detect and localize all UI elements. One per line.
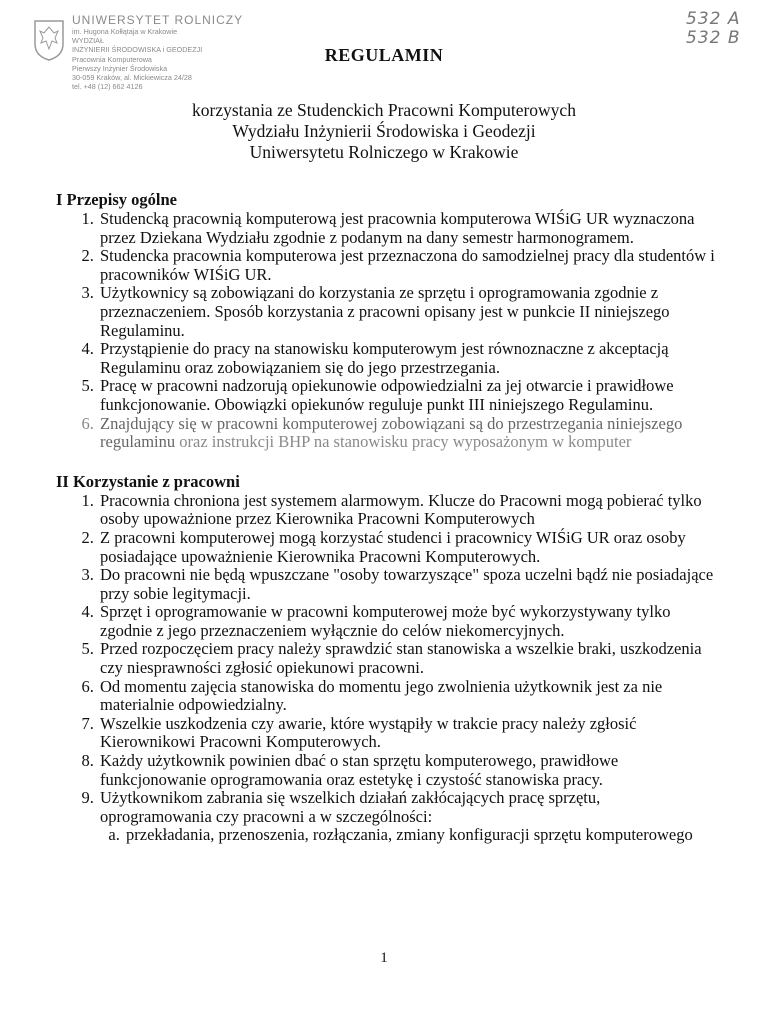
rule-item: 7. Wszelkie uszkodzenia czy awarie, które wystąpiły w trakcie pracy należy zgłosić Kierownikowi Pracowni Komputerowych.: [98, 715, 716, 752]
rule-item-text: Użytkownikom zabrania się wszelkich działań zakłócających pracę sprzętu, oprogramowania czy pracowni a w szczególności:: [100, 788, 601, 826]
handwritten-note: [686, 10, 746, 48]
rule-item: [98, 789, 716, 845]
rule-item: 2. Studencka pracownia komputerowa jest przeznaczona do samodzielnej pracy dla studentów i pracowników WIŚiG UR.: [98, 247, 716, 284]
document-body: [56, 190, 716, 845]
handwritten-note-line: 532 A: [686, 9, 741, 29]
sub-rules-list: [100, 826, 716, 845]
rule-item: 4. Sprzęt i oprogramowanie w pracowni komputerowej może być wykorzystywany tylko zgodnie z jego przeznaczeniem wyłącznie do celów niekomercyjnych.: [98, 603, 716, 640]
rule-item: 1. Pracownia chroniona jest systemem alarmowym. Klucze do Pracowni mogą pobierać tylko osoby upoważnione przez Kierownika Pracowni Komputerowych: [98, 492, 716, 529]
rule-item: 3. Do pracowni nie będą wpuszczane "osoby towarzyszące" spoza uczelni bądź nie posiadające przy sobie legitymacji.: [98, 566, 716, 603]
stamp-line: UNIWERSYTET ROLNICZY: [72, 13, 244, 27]
rule-item: 1. Studencką pracownią komputerową jest pracownia komputerowa WIŚiG UR wyznaczona przez Dziekana Wydziału zgodnie z podanym na dany semestr harmonogramem.: [98, 210, 716, 247]
page-number: 1: [380, 950, 388, 966]
stamp-line: Pracownia Komputerowa: [72, 54, 152, 64]
rule-item: 8. Każdy użytkownik powinien dbać o stan sprzętu komputerowego, prawidłowe funkcjonowanie oprogramowania oraz estetykę i czystość stanowiska pracy.: [98, 752, 716, 789]
stamp-line: Pierwszy Inżynier Środowiska: [72, 63, 168, 73]
document-subtitle: [0, 100, 768, 163]
section-lab-usage: [56, 472, 716, 845]
rule-item: 6. Od momentu zajęcia stanowiska do momentu jego zwolnienia użytkownik jest za nie materialnie odpowiedzialny.: [98, 678, 716, 715]
stamp-line: INŻYNIERII ŚRODOWISKA i GEODEZJI: [72, 45, 203, 55]
subtitle-line: Uniwersytetu Rolniczego w Krakowie: [249, 142, 519, 162]
stamp-line: WYDZIAŁ: [72, 36, 104, 46]
section-heading: I Przepisy ogólne: [56, 190, 177, 209]
rule-item-text: Znajdujący się w pracowni komputerowej zobowiązani są do przestrzegania niniejszego regulaminu: [100, 413, 683, 452]
rule-item: 3. Użytkownicy są zobowiązani do korzystania ze sprzętu i oprogramowania zgodnie z przeznaczeniem. Sposób korzystania z pracowni opisany jest w punkcie II niniejszego Regulaminu.: [98, 284, 716, 340]
rule-item: 4. Przystąpienie do pracy na stanowisku komputerowym jest równoznaczne z akceptacją Regulaminu oraz zobowiązaniem się do jego przestrzegania.: [98, 340, 716, 377]
rule-item: 5. Przed rozpoczęciem pracy należy sprawdzić stan stanowiska a wszelkie braki, uszkodzenia czy niesprawności zgłosić opiekunowi pracowni.: [98, 640, 716, 677]
stamp-line: tel. +48 (12) 662 4126: [72, 82, 143, 92]
section-heading: II Korzystanie z pracowni: [56, 471, 240, 491]
rules-list: [56, 210, 716, 452]
sub-rule-item: a. przekładania, przenoszenia, rozłączania, zmiany konfiguracji sprzętu komputerowego: [124, 826, 716, 845]
document-title: REGULAMIN: [324, 45, 444, 65]
stamp-line: 30-059 Kraków, al. Mickiewicza 24/28: [72, 73, 192, 83]
rule-item: [98, 415, 716, 452]
rules-list: [56, 492, 716, 845]
section-general-rules: [56, 190, 716, 452]
subtitle-line: Wydziału Inżynierii Środowiska i Geodezji: [232, 121, 536, 141]
stamp-line: im. Hugona Kołłątaja w Krakowie: [72, 27, 178, 36]
handwritten-note-line: 532 B: [686, 28, 741, 48]
rule-item: 5. Pracę w pracowni nadzorują opiekunowie odpowiedzialni za jej otwarcie i prawidłowe funkcjonowanie. Obowiązki opiekunów reguluje punkt III niniejszego Regulaminu.: [98, 377, 716, 414]
rule-item: 2. Z pracowni komputerowej mogą korzystać studenci i pracownicy WIŚiG UR oraz osoby posiadające upoważnienie Kierownika Pracowni Komputerowych.: [98, 529, 716, 566]
subtitle-line: korzystania ze Studenckich Pracowni Komputerowych: [192, 100, 576, 120]
rule-item-faded-text: oraz instrukcji BHP na stanowisku pracy wyposażonym w komputer: [175, 432, 632, 452]
